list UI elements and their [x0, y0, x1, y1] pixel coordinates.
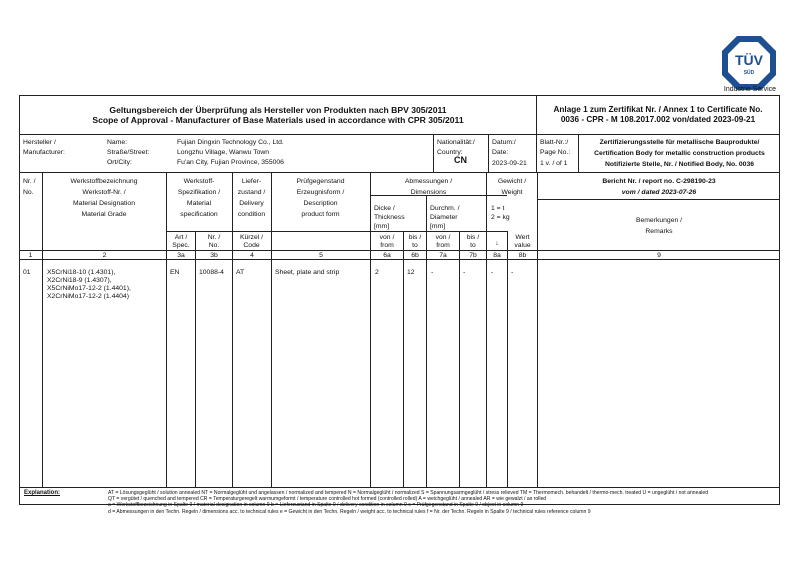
manufacturer-label-en: Manufacturer:: [23, 149, 65, 156]
explanation-line-3: a = Werkstoffbezeichnung in Spalte 9 / material designation in column 9 b = Lieferzustand in Spalte 9 / delivery condition in column 9 c = Prüfgegenstand in Spalte 9 / object in column 9: [108, 502, 524, 509]
col-nr-en: No.: [23, 189, 34, 196]
row-thick-to: 12: [407, 269, 415, 276]
sub-thick-to-2: to: [412, 242, 418, 249]
row-delivery: AT: [236, 269, 245, 276]
colnum-9: 9: [657, 252, 661, 259]
colnum-8b: 8b: [518, 252, 527, 259]
sub-spec-nr-1: Nr. /: [207, 234, 221, 241]
col-product-4: product form: [301, 211, 340, 218]
sub-spec-art-1: Art /: [174, 234, 188, 241]
manufacturer-city: Fu'an City, Fujian Province, 355006: [177, 159, 284, 166]
col-thick-1: Dicke /: [374, 205, 395, 212]
colnum-5: 5: [319, 252, 323, 259]
colnum-8a: 8a: [493, 252, 501, 259]
col-spec-1: Werkstoff-: [183, 178, 215, 185]
weight-unit-t: 1 = t: [491, 205, 505, 212]
col-weight-1: Gewicht /: [497, 178, 527, 185]
col-dims-2: Dimensions: [410, 189, 447, 196]
col-product-1: Prüfgegenstand: [296, 178, 345, 185]
col-material-3: Material Designation: [73, 200, 135, 207]
sub-thick-to-1: bis /: [408, 234, 422, 241]
manufacturer-label-de: Hersteller /: [23, 139, 56, 146]
sub-delivery-code-1: Kürzel /: [239, 234, 264, 241]
logo-text: TÜV: [735, 52, 763, 68]
colnum-3b: 3b: [210, 252, 218, 259]
manufacturer-street: Longzhu Village, Wanwu Town: [177, 149, 270, 156]
logo-sub: SÜD: [743, 70, 755, 76]
sheet-label-en: Page No.:: [540, 149, 571, 156]
colnum-6a: 6a: [383, 252, 391, 259]
col-delivery-2: zustand /: [237, 189, 266, 196]
explanation-line-2: QT = vergütet / quenched and tempered CR = Temperaturgeregelt warmumgeformt / temperature controlled hot formed (controlled rolled) A = weichgeglüht / annealed AR = wie gewalzt / as rolled: [108, 496, 547, 503]
sub-diam-to-1: bis /: [466, 234, 480, 241]
col-diam-1: Durchm. /: [430, 205, 460, 212]
date-label-en: Date:: [492, 149, 509, 156]
col-product-2: Erzeugnisform /: [296, 189, 345, 196]
sub-diam-from-1: von /: [435, 234, 451, 241]
colnum-3a: 3a: [177, 252, 185, 259]
explanation-line-4: d = Abmessungen in den Techn. Regeln / dimensions acc. to technical rules e = Gewicht in den Techn. Regeln / weight acc. to technical rules f = Nr. der Techn. Regeln in Spalte 9 / technical rules reference column 9: [108, 508, 591, 515]
cert-body-en: Certification Body for metallic construction products: [594, 150, 765, 157]
sub-weight-value-2: value: [514, 242, 531, 249]
city-label: Ort/City:: [107, 159, 132, 166]
col-spec-2: Spezifikation /: [177, 189, 221, 196]
explanation-label: Explanation:: [24, 490, 61, 496]
row-material-2: X2CrNi18-9 (1.4307),: [47, 277, 112, 284]
col-material-1: Werkstoffbezeichnung: [70, 178, 138, 185]
annex-line1: Anlage 1 zum Zertifikat Nr. / Annex 1 to Certificate No.: [553, 105, 763, 114]
col-material-4: Material Grade: [81, 211, 127, 218]
row-thick-from: 2: [375, 269, 379, 276]
remarks-en: Remarks: [645, 228, 673, 235]
name-label: Name:: [107, 139, 128, 146]
col-material-2: Werkstoff-Nr. /: [82, 189, 126, 196]
scope-title: [20, 96, 536, 134]
row-product: Sheet, plate and strip: [275, 269, 340, 276]
col-dims-1: Abmessungen /: [404, 178, 453, 185]
row-weight-value: -: [511, 269, 514, 276]
sub-thick-from-2: from: [380, 242, 394, 249]
col-diam-2: Diameter: [430, 214, 458, 221]
row-spec-nr: 10088-4: [199, 269, 224, 276]
annex-title: [537, 96, 779, 134]
col-delivery-4: condition: [237, 211, 266, 218]
logo-caption: Industrie Service: [723, 86, 777, 93]
sub-thick-from-1: von /: [379, 234, 395, 241]
col-weight-2: Weight: [501, 189, 523, 196]
sub-diam-from-2: from: [436, 242, 450, 249]
notified-body: Notifizierte Stelle, Nr. / Notified Body, No. 0036: [604, 161, 755, 168]
col-thick-3: [mm]: [374, 223, 390, 230]
row-spec-art: EN: [170, 269, 180, 276]
colnum-4: 4: [250, 252, 254, 259]
sub-spec-nr-2: No.: [208, 242, 220, 249]
remarks-de: Bemerkungen /: [635, 217, 683, 224]
report-date: vom / dated 2023-07-26: [621, 189, 697, 196]
col-thick-2: Thickness: [374, 214, 405, 221]
row-material-4: X2CrNiMo17-12-2 (1.4404): [47, 293, 129, 300]
row-material-3: X5CrNiMo17-12-2 (1.4401),: [47, 285, 131, 292]
row-weight-code: -: [491, 269, 494, 276]
street-label: Straße/Street:: [107, 149, 150, 156]
scope-title-de: Geltungsbereich der Überprüfung als Hersteller von Produkten nach BPV 305/2011: [109, 105, 447, 115]
sub-spec-art-2: Spec.: [172, 242, 190, 249]
sheet-value: 1 v. / of 1: [540, 160, 568, 167]
colnum-1: 1: [28, 252, 33, 259]
arrow-down-icon: ↓: [495, 240, 499, 247]
date-value: 2023-09-21: [492, 160, 527, 167]
country-value: CN: [454, 155, 467, 165]
cert-body-de: Zertifizierungsstelle für metallische Bauprodukte/: [599, 139, 760, 146]
explanation-line-1: AT = Lösungsgeglüht / solution annealed NT = Normalgeglüht und angelassen / normalized and tempered N = Normalgeglüht / normalized S = Spannungsarmgeglüht / stress relieved TM = Thermomech. behandelt / thermo-mech. treated U = ungeglüht / not annealed: [108, 490, 709, 496]
sheet-label-de: Blatt-Nr.:/: [540, 139, 569, 146]
sub-delivery-code-2: Code: [243, 242, 260, 249]
annex-line2: 0036 - CPR - M 108.2017.002 von/dated 2023-09-21: [560, 115, 756, 124]
nationality-label: Nationalität:/: [437, 139, 475, 146]
col-delivery-1: Liefer-: [241, 178, 262, 185]
manufacturer-name: Fujian Dingxin Technology Co., Ltd.: [177, 139, 284, 146]
col-spec-3: Material: [186, 200, 212, 207]
sub-diam-to-2: to: [470, 242, 476, 249]
colnum-2: 2: [102, 252, 107, 259]
col-diam-3: [mm]: [430, 223, 446, 230]
col-nr-de: Nr. /: [23, 178, 36, 185]
row-material-1: X5CrNi18-10 (1.4301),: [47, 269, 116, 276]
tuv-sud-logo: [720, 34, 778, 92]
row-diam-to: -: [463, 269, 466, 276]
row-diam-from: -: [431, 269, 434, 276]
sub-weight-value-1: Wert: [515, 234, 530, 241]
weight-unit-kg: 2 = kg: [491, 214, 510, 221]
row-nr: 01: [23, 269, 31, 276]
country-label: Country:: [437, 149, 463, 156]
col-spec-4: specification: [180, 211, 218, 218]
colnum-6b: 6b: [411, 252, 419, 259]
col-delivery-3: Delivery: [239, 200, 264, 207]
report-number: Bericht Nr. / report no. C-298190-23: [602, 178, 716, 185]
col-product-3: Description: [303, 200, 338, 207]
scope-title-en: Scope of Approval - Manufacturer of Base Materials used in accordance with CPR 305/2011: [92, 115, 464, 125]
date-label-de: Datum:/: [492, 139, 516, 146]
colnum-7b: 7b: [469, 252, 477, 259]
colnum-7a: 7a: [439, 252, 447, 259]
